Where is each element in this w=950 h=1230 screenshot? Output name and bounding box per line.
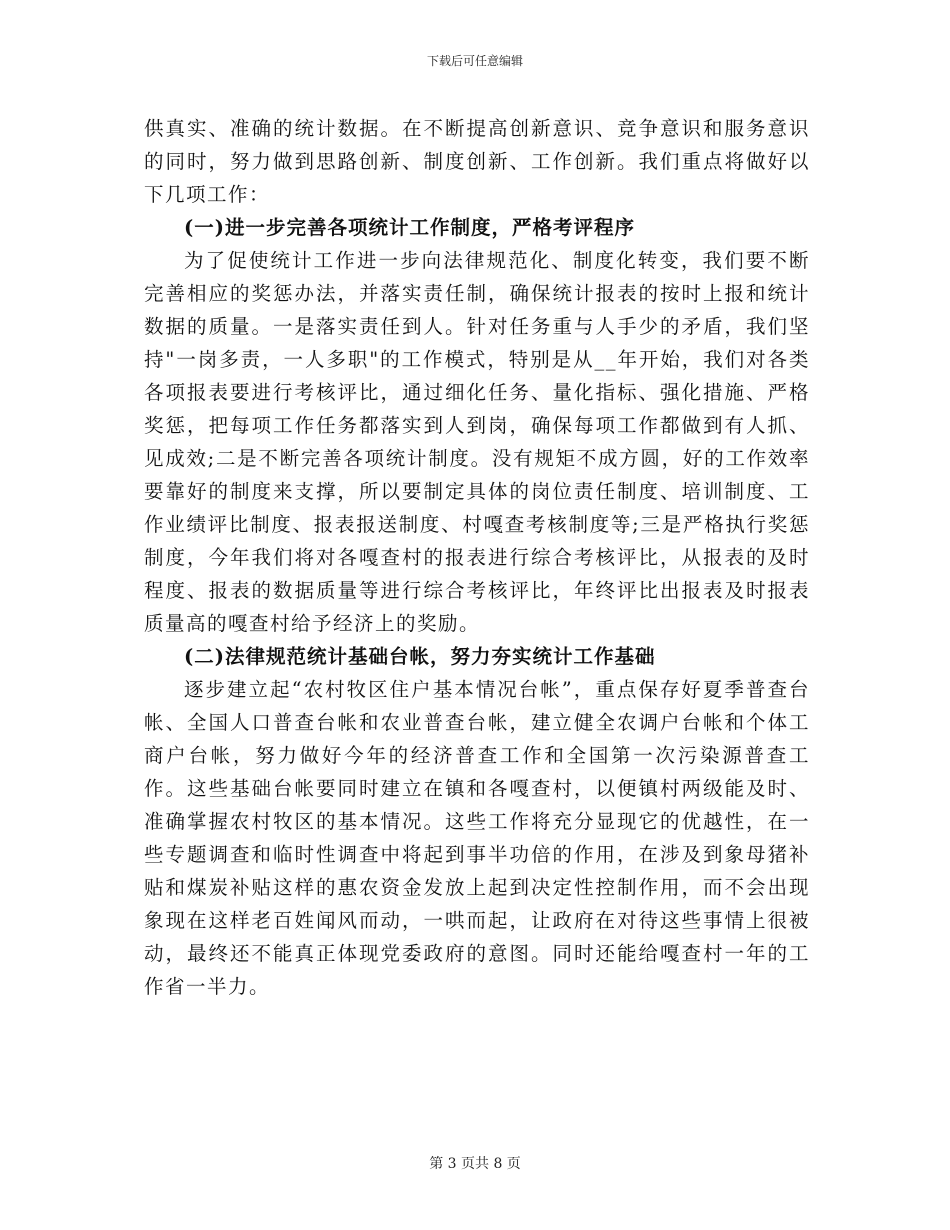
document-body: [144, 112, 810, 1003]
page-header: 下载后可任意编辑: [426, 54, 523, 68]
section-1-heading: (一)进一步完善各项统计工作制度，严格考评程序: [184, 216, 635, 239]
section-1-paragraph: 为了促使统计工作进一步向法律规范化、制度化转变，我们要不断完善相应的奖惩办法，并落实责任制，确保统计报表的按时上报和统计数据的质量。一是落实责任到人。针对任务重与人手少的矛盾，我们坚持"一岗多责，一人多职"的工作模式，特别是从__年开始，我们对各类各项报表要进行考核评比，通过细化任务、量化指标、强化措施、严格奖惩，把每项工作任务都落实到人到岗，确保每项工作都做到有人抓、见成效;二是不断完善各项统计制度。没有规矩不成方圆，好的工作效率要靠好的制度来支撑，所以要制定具体的岗位责任制度、培训制度、工作业绩评比制度、报表报送制度、村嘎查考核制度等;三是严格执行奖惩制度，今年我们将对各嘎查村的报表进行综合考核评比，从报表的及时程度、报表的数据质量等进行综合考核评比，年终评比出报表及时报表质量高的嘎查村给予经济上的奖励。: [144, 249, 810, 635]
page-number: 第 3 页共 8 页: [429, 1156, 521, 1172]
intro-paragraph: 供真实、准确的统计数据。在不断提高创新意识、竞争意识和服务意识的同时，努力做到思路创新、制度创新、工作创新。我们重点将做好以下几项工作：: [144, 117, 810, 206]
section-2-heading: (二)法律规范统计基础台帐，努力夯实统计工作基础: [184, 645, 656, 668]
section-2-paragraph: 逐步建立起“农村牧区住户基本情况台帐”，重点保存好夏季普查台帐、全国人口普查台帐和农业普查台帐，建立健全农调户台帐和个体工商户台帐，努力做好今年的经济普查工作和全国第一次污染源普查工作。这些基础台帐要同时建立在镇和各嘎查村，以便镇村两级能及时、准确掌握农村牧区的基本情况。这些工作将充分显现它的优越性，在一些专题调查和临时性调查中将起到事半功倍的作用，在涉及到象母猪补贴和煤炭补贴这样的惠农资金发放上起到决定性控制作用，而不会出现象现在这样老百姓闻风而动，一哄而起，让政府在对待这些事情上很被动，最终还不能真正体现党委政府的意图。同时还能给嘎查村一年的工作省一半力。: [144, 678, 810, 998]
